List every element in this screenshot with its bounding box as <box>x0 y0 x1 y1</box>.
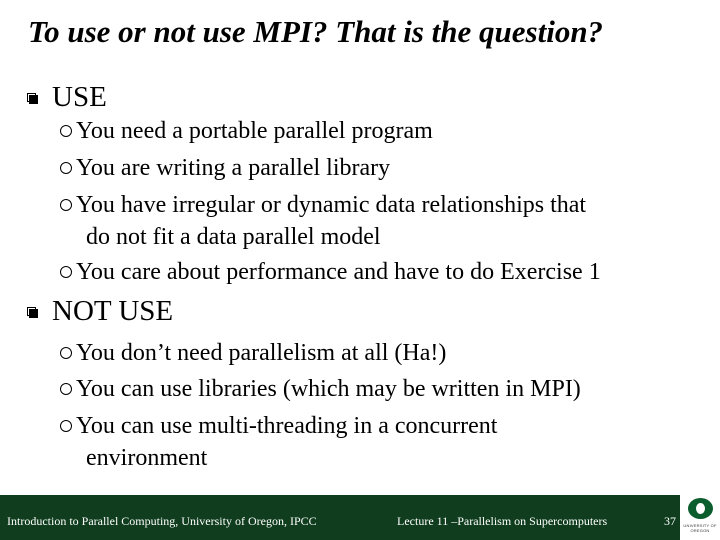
footer-course: Introduction to Parallel Computing, University of Oregon, IPCC <box>7 514 317 528</box>
not-use-heading-bullet <box>27 295 173 328</box>
square-bullet-icon <box>27 307 36 316</box>
footer-lecture: Lecture 11 –Parallelism on Supercomputers <box>397 514 608 528</box>
university-logo <box>680 495 720 540</box>
not-use-item <box>60 410 497 474</box>
logo-text: UNIVERSITY OF OREGON <box>683 523 717 533</box>
circle-bullet-icon <box>60 162 72 174</box>
circle-bullet-icon <box>60 266 72 278</box>
use-item-text: You are writing a parallel library <box>76 155 391 181</box>
circle-bullet-icon <box>60 383 72 395</box>
use-heading-bullet <box>27 81 107 114</box>
use-item <box>60 152 390 184</box>
use-item <box>60 189 586 253</box>
circle-bullet-icon <box>60 125 72 137</box>
use-item <box>60 115 433 147</box>
not-use-heading: NOT USE <box>52 295 174 327</box>
circle-bullet-icon <box>60 199 72 211</box>
not-use-item <box>60 337 446 369</box>
slide-title: To use or not use MPI? That is the question? <box>28 14 604 49</box>
use-item <box>60 256 601 288</box>
use-item-text: You care about performance and have to do Exercise 1 <box>76 259 601 285</box>
not-use-item-text: You can use multi-threading in a concurrent <box>76 413 498 439</box>
footer-bar <box>0 495 680 540</box>
use-heading: USE <box>52 81 107 113</box>
circle-bullet-icon <box>60 347 72 359</box>
oregon-o-icon <box>688 498 713 519</box>
not-use-item-text: You don’t need parallelism at all (Ha!) <box>76 340 447 366</box>
circle-bullet-icon <box>60 420 72 432</box>
use-item-continuation: do not fit a data parallel model <box>86 224 381 250</box>
not-use-item-text: You can use libraries (which may be written in MPI) <box>76 376 581 402</box>
not-use-item <box>60 373 581 405</box>
not-use-item-continuation: environment <box>86 445 208 471</box>
page-number: 37 <box>664 514 676 528</box>
square-bullet-icon <box>27 93 36 102</box>
use-item-text: You need a portable parallel program <box>76 118 433 144</box>
use-item-text: You have irregular or dynamic data relationships that <box>76 192 587 218</box>
